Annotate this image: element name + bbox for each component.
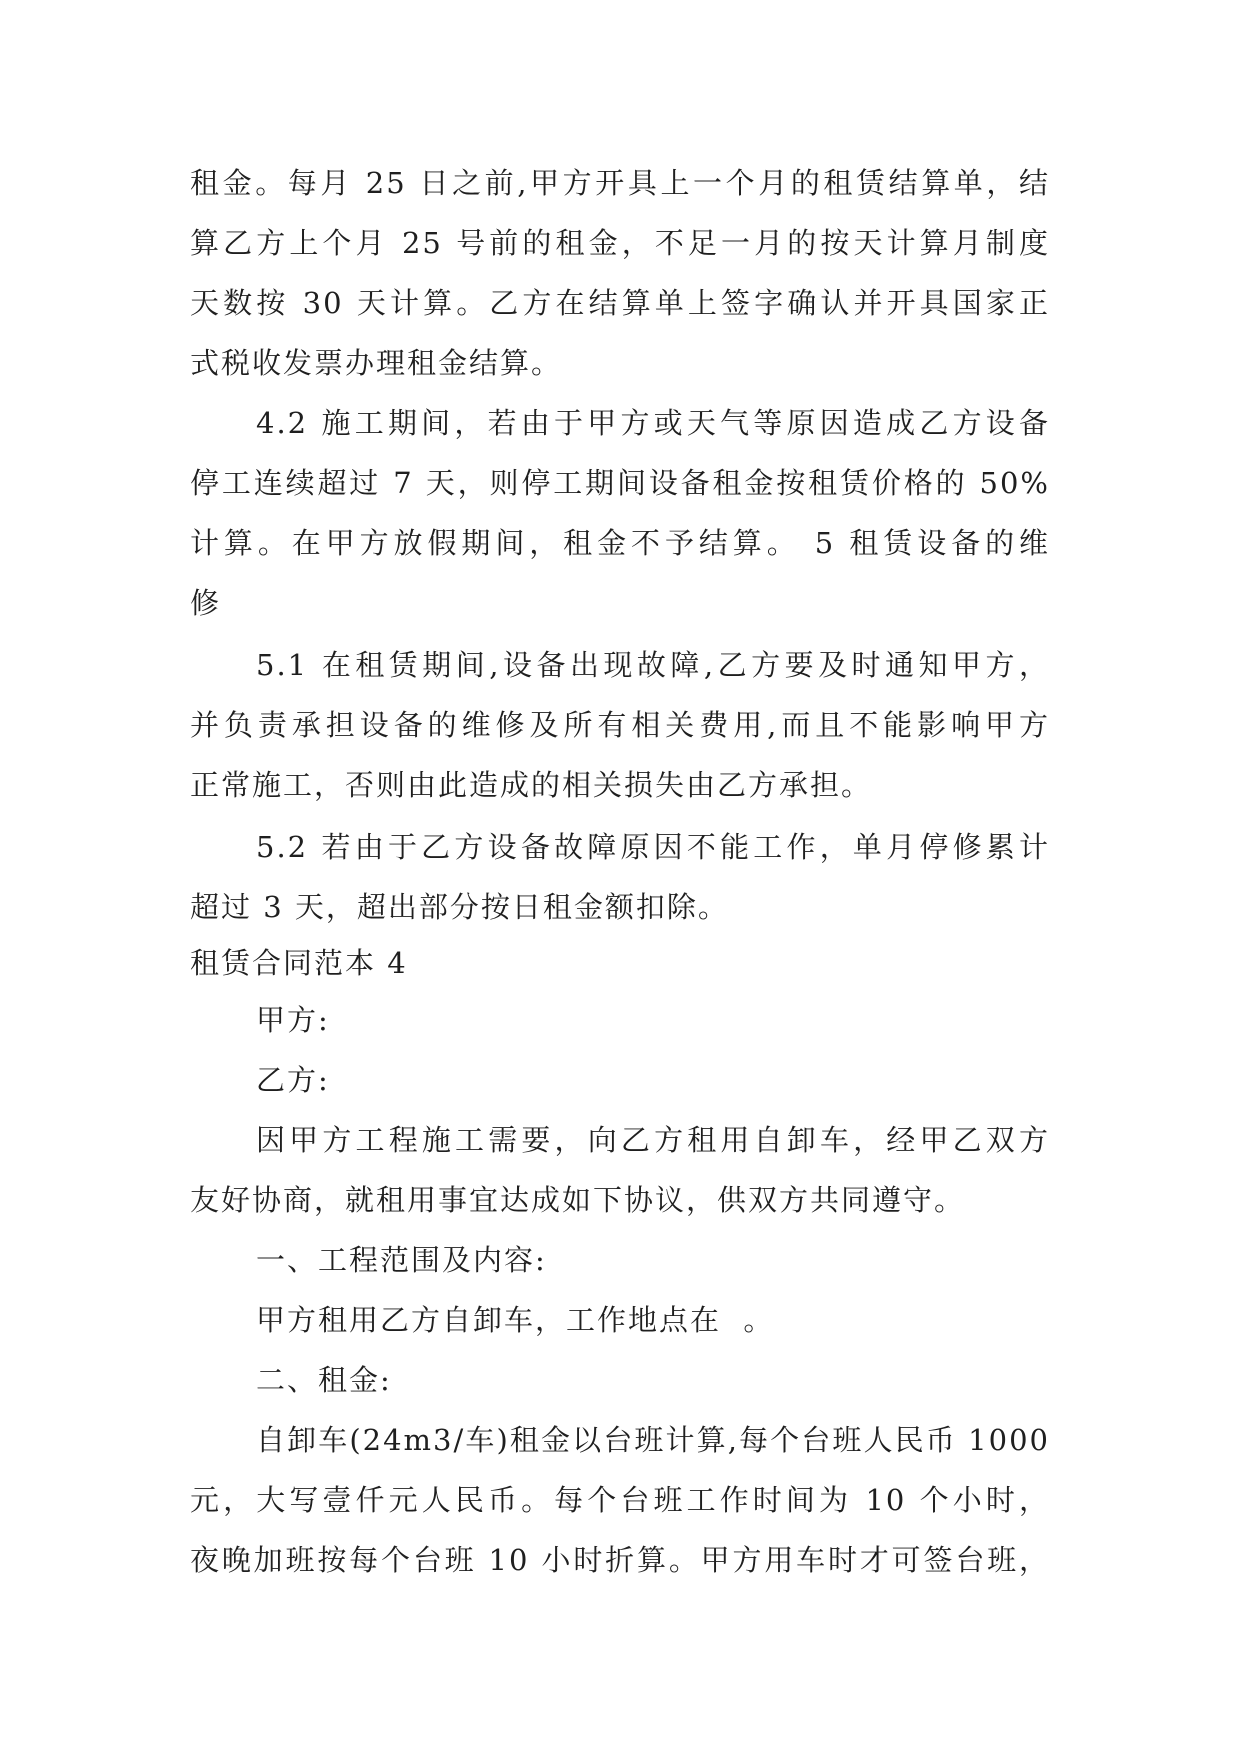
text-line: 式税收发票办理租金结算。 (190, 346, 563, 380)
party-b-label: 乙方: (256, 1063, 330, 1097)
text-line: 正常施工，否则由此造成的相关损失由乙方承担。 (190, 768, 873, 802)
clause-heading: 二、租金: (256, 1363, 392, 1397)
clause-heading: 一、工程范围及内容: (256, 1243, 547, 1277)
text-line: 4.2 施工期间，若由于甲方或天气等原因造成乙方设备 (256, 406, 1050, 440)
text-line: 因甲方工程施工需要，向乙方租用自卸车，经甲乙双方 (256, 1123, 1050, 1157)
party-a-label: 甲方: (256, 1003, 330, 1037)
text-line: 计算。在甲方放假期间，租金不予结算。 5 租赁设备的维 (190, 526, 1050, 560)
text-line: 5.2 若由于乙方设备故障原因不能工作，单月停修累计 (256, 830, 1050, 864)
text-line: 5.1 在租赁期间,设备出现故障,乙方要及时通知甲方， (256, 648, 1050, 682)
text-line: 租金。每月 25 日之前,甲方开具上一个月的租赁结算单，结 (190, 166, 1050, 200)
section-heading: 租赁合同范本 4 (190, 946, 408, 980)
text-line: 并负责承担设备的维修及所有相关费用,而且不能影响甲方 (190, 708, 1050, 742)
text-line: 元，大写壹仟元人民币。每个台班工作时间为 10 个小时， (190, 1483, 1050, 1517)
text-line: 自卸车(24m3/车)租金以台班计算,每个台班人民币 1000 (256, 1423, 1050, 1457)
text-line: 停工连续超过 7 天，则停工期间设备租金按租赁价格的 50% (190, 466, 1050, 500)
text-line: 甲方租用乙方自卸车，工作地点在 。 (256, 1303, 775, 1337)
text-line: 修 (190, 586, 222, 620)
text-line: 友好协商，就租用事宜达成如下协议，供双方共同遵守。 (190, 1183, 966, 1217)
text-line: 算乙方上个月 25 号前的租金，不足一月的按天计算月制度 (190, 226, 1050, 260)
text-line: 夜晚加班按每个台班 10 小时折算。甲方用车时才可签台班， (190, 1543, 1050, 1577)
text-line: 超过 3 天，超出部分按日租金额扣除。 (190, 890, 729, 924)
text-line: 天数按 30 天计算。乙方在结算单上签字确认并开具国家正 (190, 286, 1050, 320)
